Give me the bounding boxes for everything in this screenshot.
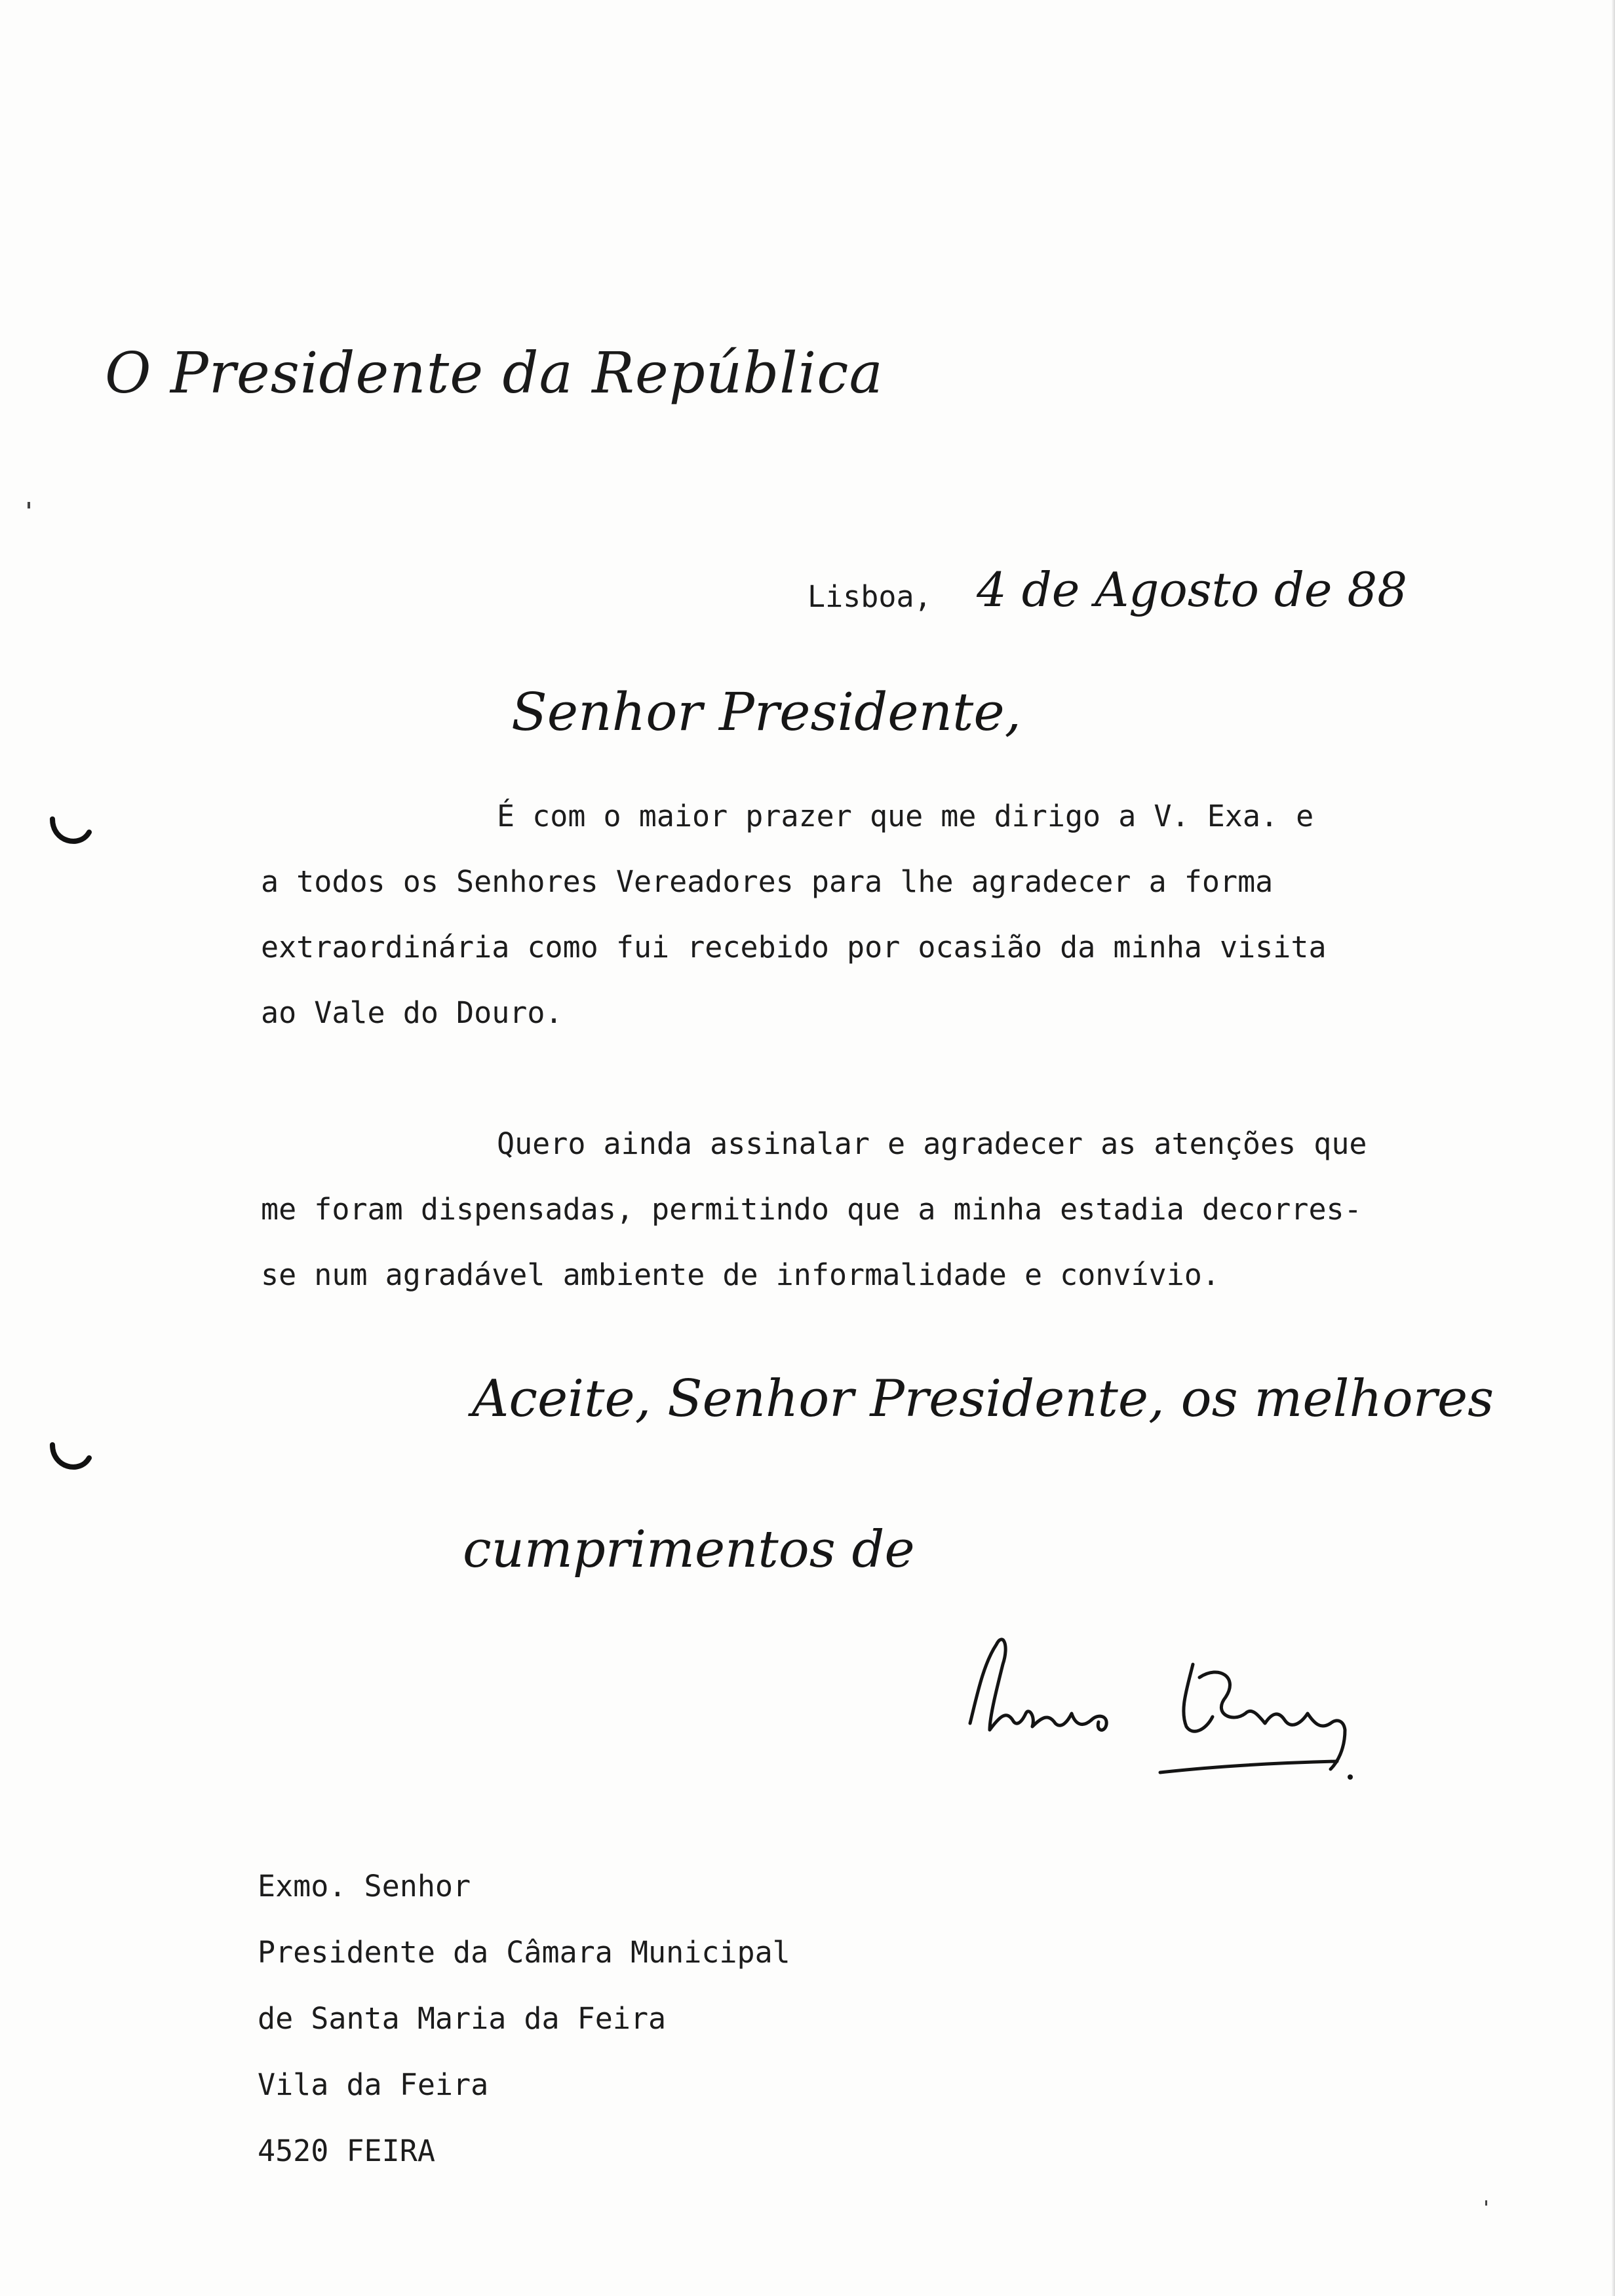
recipient-address (258, 1853, 790, 2184)
handwritten-date: 4 de Agosto de 88 (977, 562, 1408, 617)
address-line: Vila da Feira (258, 2067, 489, 2102)
paragraph-1-line: É com o maior prazer que me dirigo a V. Exa. e (497, 799, 1314, 833)
paragraph-2-line: me foram dispensadas, permitindo que a minha estadia decorres- (261, 1192, 1362, 1227)
paragraph-2 (261, 1111, 1367, 1308)
paragraph-1-line: extraordinária como fui recebido por ocasião da minha visita (261, 930, 1327, 965)
binder-hole-mark (47, 813, 93, 852)
address-line: Presidente da Câmara Municipal (258, 1935, 790, 1970)
address-line: Exmo. Senhor (258, 1869, 471, 1904)
address-line: de Santa Maria da Feira (258, 2001, 667, 2036)
paragraph-1-line: ao Vale do Douro. (261, 995, 563, 1030)
page-edge-shadow (1611, 0, 1615, 2296)
paragraph-1 (261, 784, 1327, 1046)
scan-speck (28, 502, 30, 508)
paragraph-1-line: a todos os Senhores Vereadores para lhe agradecer a forma (261, 864, 1274, 899)
dateline-place: Lisboa, (808, 579, 932, 614)
address-line: 4520 FEIRA (258, 2133, 435, 2168)
scan-speck (1485, 2200, 1487, 2206)
binder-hole-mark (47, 1438, 93, 1478)
handwritten-closing-line-2: cumprimentos de (463, 1520, 915, 1579)
handwritten-salutation: Senhor Presidente, (511, 681, 1022, 742)
letterhead-title: O Presidente da República (105, 341, 884, 406)
paragraph-2-line: se num agradável ambiente de informalidade e convívio. (261, 1257, 1220, 1292)
handwritten-closing-line-1: Aceite, Senhor Presidente, os melhores (472, 1369, 1494, 1428)
paragraph-2-line: Quero ainda assinalar e agradecer as atenções que (497, 1126, 1367, 1161)
handwritten-signature (944, 1566, 1403, 1789)
